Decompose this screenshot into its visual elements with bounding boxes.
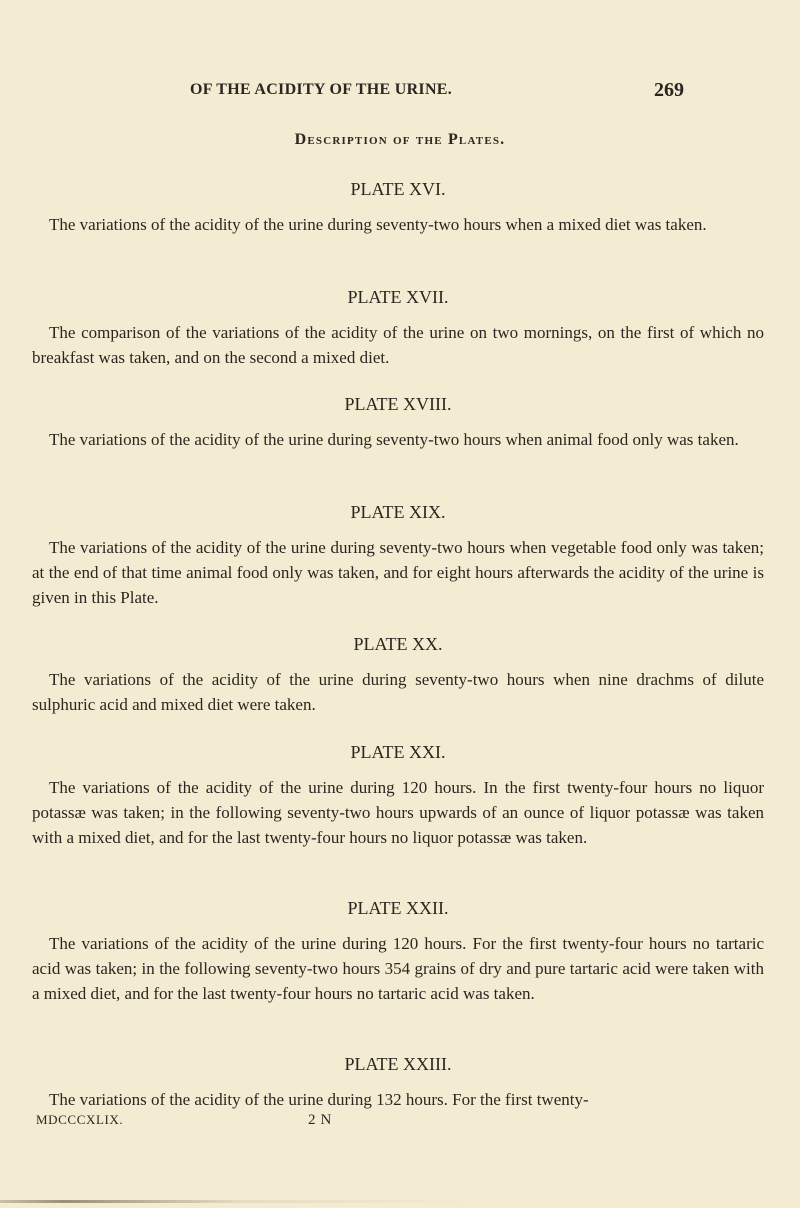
- plate-xx: [32, 633, 764, 717]
- plate-xxii: [32, 897, 764, 1006]
- sheet-signature-mark: 2 N: [308, 1112, 332, 1128]
- plate-heading: PLATE XXIII.: [344, 1054, 452, 1074]
- plate-heading: PLATE XVIII.: [344, 394, 452, 414]
- plate-description: The variations of the acidity of the urine during seventy-two hours when a mixed diet was taken.: [49, 215, 707, 234]
- page-number: 269: [654, 79, 684, 101]
- plate-heading: PLATE XX.: [353, 634, 443, 654]
- plate-heading: PLATE XXII.: [347, 898, 449, 918]
- plate-description: The variations of the acidity of the urine during 120 hours. In the first twenty-four hours no liquor potassæ was taken; in the following seventy-two hours upwards of an ounce of liquor potassæ was taken with a mixed diet, and for the last twenty-four hours no liquor potassæ was taken.: [32, 778, 764, 847]
- plate-heading: PLATE XXI.: [350, 742, 446, 762]
- plate-xix: [32, 501, 764, 610]
- plate-description: The variations of the acidity of the urine during 120 hours. For the first twenty-four hours no tartaric acid was taken; in the following seventy-two hours 354 grains of dry and pure tartaric acid were taken with a mixed diet, and for the last twenty-four hours no tartaric acid was taken.: [32, 934, 764, 1003]
- plate-heading: PLATE XVI.: [350, 179, 446, 199]
- plate-xxi: [32, 741, 764, 850]
- plate-description: The variations of the acidity of the urine during seventy-two hours when animal food only was taken.: [49, 430, 739, 449]
- plate-xvi: [32, 178, 764, 237]
- section-title: Description of the Plates.: [294, 131, 506, 148]
- plate-description: The variations of the acidity of the urine during seventy-two hours when nine drachms of dilute sulphuric acid and mixed diet were taken.: [32, 670, 764, 714]
- running-title: OF THE ACIDITY OF THE URINE.: [190, 81, 453, 98]
- plate-description: The comparison of the variations of the acidity of the urine on two mornings, on the first of which no breakfast was taken, and on the second a mixed diet.: [32, 323, 764, 367]
- year-signature: MDCCCXLIX.: [36, 1112, 124, 1127]
- plate-xviii: [32, 393, 764, 452]
- plate-heading: PLATE XVII.: [347, 287, 449, 307]
- plate-description: The variations of the acidity of the urine during 132 hours. For the first twenty-: [49, 1090, 589, 1109]
- page-edge-shadow: [0, 1200, 800, 1203]
- plate-xvii: [32, 286, 764, 370]
- plate-xxiii: [32, 1053, 764, 1112]
- running-head: [0, 81, 800, 107]
- plate-description: The variations of the acidity of the urine during seventy-two hours when vegetable food only was taken; at the end of that time animal food only was taken, and for eight hours afterwards the acidity of the urine is given in this Plate.: [32, 538, 764, 607]
- plate-heading: PLATE XIX.: [350, 502, 446, 522]
